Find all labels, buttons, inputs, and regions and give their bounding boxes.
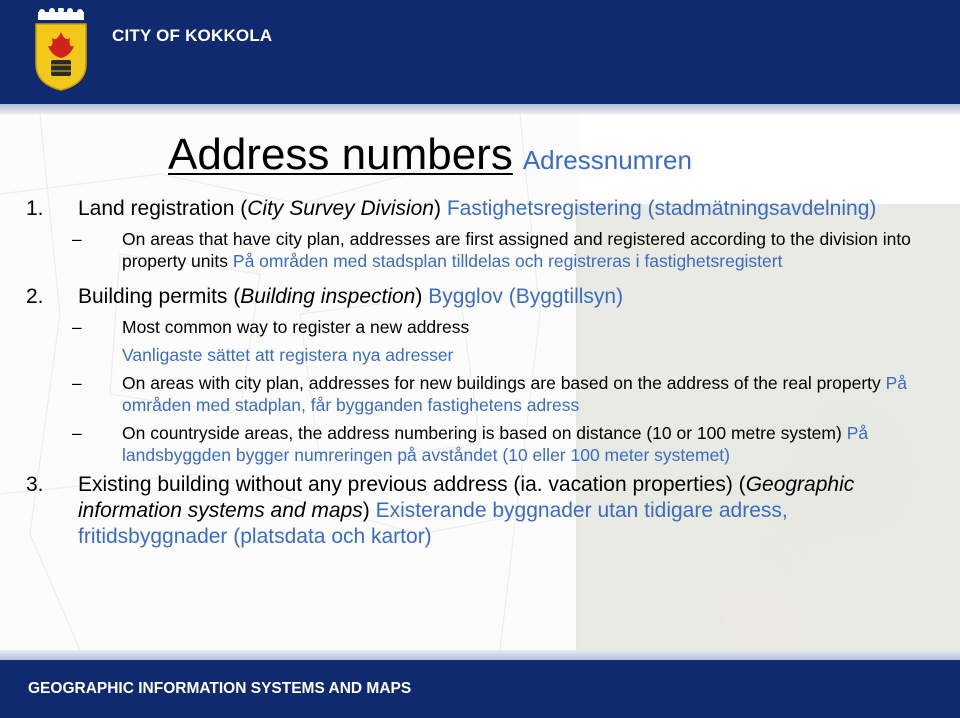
sub-item: – On areas that have city plan, addresses are first assigned and registered according to the division into property units På områden med stadsplan tilldelas och registreras i fastighetsregistert	[72, 229, 911, 271]
dash-bullet: –	[72, 423, 82, 443]
swedish-text: På områden med stadsplan tilldelas och registreras i fastighetsregistert	[228, 251, 783, 271]
swedish-text: Fastighetsregistering (stadmätningsavdelning)	[440, 197, 877, 220]
item-number: 3.	[26, 473, 44, 496]
swedish-text: Existerande byggnader utan tidigare adress, fritidsbyggnader (platsdata och kartor)	[78, 499, 788, 548]
dash-bullet: –	[72, 229, 82, 249]
list-item-3: 3. Existing building without any previous address (ia. vacation properties) (Geographic information systems and maps) Existerande byggnader utan tidigare adress, fritidsbyggnader (platsdata och kartor)	[26, 473, 855, 548]
footer-bar	[0, 660, 960, 718]
sub-item: – Most common way to register a new address Vanligaste sättet att registera nya adresser	[26, 316, 936, 366]
slide-title	[168, 130, 692, 180]
sub-item: – On areas with city plan, addresses for new buildings are based on the address of the real property På områden med stadplan, får bygganden fastighetens adress	[72, 373, 908, 415]
footer-text: GEOGRAPHIC INFORMATION SYSTEMS AND MAPS	[28, 680, 412, 697]
swedish-text: Vanligaste sättet att registera nya adresser	[122, 345, 454, 365]
slide-content	[26, 196, 936, 556]
dash-bullet: –	[72, 317, 82, 337]
header-bar	[0, 0, 960, 104]
city-crest-logo	[32, 8, 90, 92]
title-swedish: Adressnumren	[522, 145, 692, 175]
item-number: 1.	[26, 197, 44, 220]
item-number: 2.	[26, 285, 44, 308]
title-english: Address numbers	[168, 130, 513, 179]
dash-bullet: –	[72, 373, 82, 393]
sub-item: – On countryside areas, the address numbering is based on distance (10 or 100 metre system) På landsbyggden bygger numreringen på avståndet (10 eller 100 meter systemet)	[72, 423, 869, 465]
footer-divider	[0, 650, 960, 660]
list-item-1: 1. Land registration (City Survey Division) Fastighetsregistering (stadmätningsavdelning)	[26, 197, 877, 220]
header-divider	[0, 104, 960, 114]
swedish-text: På områden med stadplan, får bygganden fastighetens adress	[122, 373, 908, 415]
list-item-2: 2. Building permits (Building inspection) Bygglov (Byggtillsyn)	[26, 285, 624, 308]
city-name: CITY OF KOKKOLA	[112, 26, 273, 45]
swedish-text: Bygglov (Byggtillsyn)	[422, 285, 624, 308]
swedish-text: På landsbyggden bygger numreringen på avståndet (10 eller 100 meter systemet)	[122, 423, 869, 465]
